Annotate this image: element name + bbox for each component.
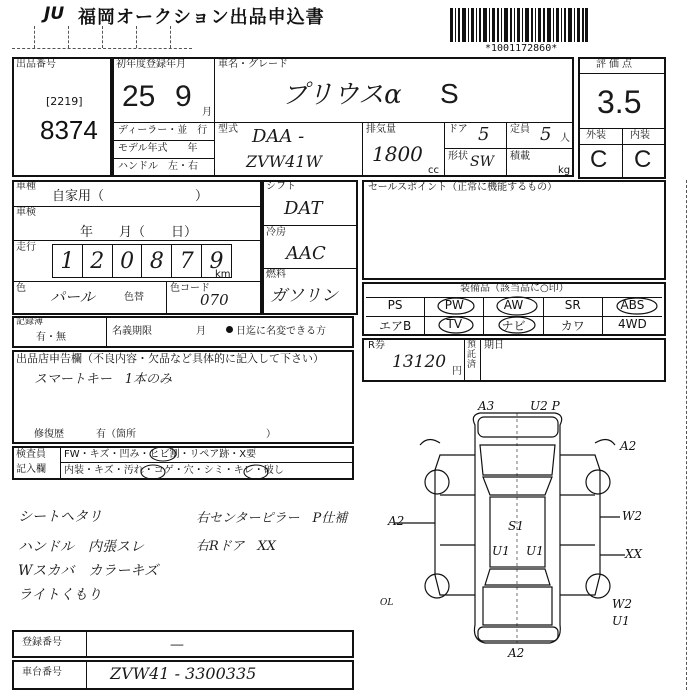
inspector-notes-area <box>12 482 362 622</box>
diagram-mark: S1 <box>508 519 524 533</box>
seller-notes-text: スマートキー 1本のみ <box>34 372 173 387</box>
divider <box>12 281 262 282</box>
color-code-value: 070 <box>200 291 229 309</box>
equipment-item: SR <box>544 297 603 316</box>
car-grade: S <box>440 78 459 109</box>
chassis-value: ZVW41 - 3300335 <box>110 664 257 683</box>
capacity-value: 5 <box>540 124 552 145</box>
handle-option: ハンドル 左・右 <box>118 161 198 172</box>
mileage-digits <box>52 244 232 278</box>
equipment-item: ABS <box>603 297 662 316</box>
door-label: ドア <box>448 124 468 135</box>
mileage-digit: 2 <box>83 245 113 277</box>
inspector-row-2: 内装・キズ・汚れ・コゲ・穴・シミ・キレ・破し <box>64 465 284 476</box>
equipment-label: 装備品（該当品に○印） <box>460 283 569 294</box>
color-value: パール <box>50 288 95 306</box>
sales-box <box>362 180 666 280</box>
divider <box>362 122 363 177</box>
shape-label: 形状 <box>448 151 468 162</box>
divider <box>112 140 214 141</box>
seller-notes-label: 出品店申告欄（不良内容・欠品など具体的に記入して下さい） <box>16 352 324 365</box>
mileage-digit: 7 <box>172 245 202 277</box>
divider <box>12 240 262 241</box>
equipment-item: PW <box>425 297 484 316</box>
diagram-mark: A2 <box>388 514 405 528</box>
score-label: 評価点 <box>596 59 635 70</box>
entry-bracket: [2219] <box>46 95 83 108</box>
inspector-note-left: ハンドル 内張スレ <box>18 539 144 555</box>
divider <box>578 144 666 145</box>
diagram-mark: U2 P <box>530 399 560 413</box>
sales-label: セールスポイント（正常に機能するもの） <box>368 182 558 193</box>
recycle-unit: 円 <box>452 366 462 377</box>
door-value: 5 <box>478 124 490 145</box>
car-diagram <box>380 395 670 665</box>
type-line1: DAA - <box>252 126 305 147</box>
exterior-grade: C <box>590 146 608 173</box>
ac-label: 冷房 <box>266 227 286 238</box>
diagram-mark: W2 <box>612 597 632 611</box>
equipment-item: TV <box>425 316 484 335</box>
diagram-mark: W2 <box>622 509 642 523</box>
recycle-value: 13120 <box>392 352 447 372</box>
equipment-item: ナビ <box>484 316 543 335</box>
loading-label: 積載 <box>510 151 530 162</box>
color-change: 色替 <box>124 292 144 303</box>
inspector-circles <box>12 446 354 480</box>
record-label: 記録簿 <box>16 317 44 327</box>
mileage-digit: 8 <box>142 245 172 277</box>
edge-line <box>686 180 687 690</box>
inspector-note-left: ライトくもり <box>18 587 102 603</box>
divider <box>86 630 87 658</box>
repair-label: 修復歴 <box>34 429 64 440</box>
inspection-label: 車検 <box>16 207 36 218</box>
warranty-label: 名義期限 <box>112 326 152 337</box>
model-year-option: モデル年式 年 <box>118 143 198 154</box>
equipment-item: 4WD <box>603 316 662 335</box>
divider <box>444 122 445 177</box>
divider <box>622 128 623 179</box>
shift-value: DAT <box>284 198 323 219</box>
loading-unit: kg <box>558 165 571 176</box>
fuel-value: ガソリン <box>270 286 338 306</box>
type-line2: ZVW41W <box>246 152 322 171</box>
fuel-label: 燃料 <box>266 269 286 280</box>
equipment-circles <box>362 282 666 336</box>
divider <box>214 57 215 177</box>
inspector-label-2: 記入欄 <box>16 464 46 475</box>
inspector-note-right: 右センターピラー P仕補 <box>196 511 348 526</box>
inspector-row-1: FW・キズ・凹み・ヒビ割・リペア跡・X要 <box>64 449 257 460</box>
inspection-value: 年 月（ 日） <box>80 225 198 240</box>
capacity-unit: 人 <box>560 133 570 144</box>
divider <box>480 338 481 382</box>
entry-number-label: 出品番号 <box>16 59 56 70</box>
mileage-digit: 9 <box>209 249 224 274</box>
car-name: プリウスα <box>282 80 402 110</box>
score-value: 3.5 <box>597 84 642 120</box>
diagram-mark: A3 <box>478 399 495 413</box>
divider <box>262 225 358 226</box>
inspector-note-right: 右Rドア XX <box>196 539 276 554</box>
equipment-item: PS <box>366 297 425 316</box>
capacity-label: 定員 <box>510 124 530 135</box>
divider <box>464 338 465 382</box>
year-value: 25 <box>122 80 156 113</box>
inspector-note-left: シートヘタリ <box>18 509 102 525</box>
barcode <box>450 8 588 44</box>
equipment-item: カワ <box>544 316 603 335</box>
warranty-note: 日迄に名変できる方 <box>236 326 326 337</box>
month-value: 9 <box>175 80 192 113</box>
chassis-label: 車台番号 <box>22 667 62 678</box>
logo: JU <box>44 4 65 24</box>
mileage-digit: 0 <box>113 245 143 277</box>
cc-unit: cc <box>428 165 439 176</box>
form-title: 福岡オークション出品申込書 <box>78 7 325 28</box>
exterior-label: 外装 <box>586 130 606 141</box>
diagram-mark: U1 <box>492 544 510 558</box>
diagram-mark: U1 <box>612 614 630 628</box>
shift-label: シフト <box>266 181 296 192</box>
divider <box>166 281 167 315</box>
divider <box>86 660 87 690</box>
expiry-label: 期日 <box>484 340 504 351</box>
registration-value: — <box>170 637 184 653</box>
diagram-mark: OL <box>380 598 394 608</box>
dealer-option: ディーラー・並 行 <box>118 125 208 136</box>
divider <box>214 122 574 123</box>
mileage-digit: 1 <box>53 245 83 277</box>
barcode-number: *1001172860* <box>485 43 558 54</box>
usage-label: 車種 <box>16 181 36 192</box>
car-name-label: 車名・グレード <box>218 59 288 70</box>
diagram-mark: A2 <box>620 439 637 453</box>
mileage-label: 走行 <box>16 242 36 253</box>
divider <box>444 148 574 149</box>
registration-label: 登録番号 <box>22 637 62 648</box>
divider <box>106 316 107 348</box>
diagram-mark: U1 <box>526 544 544 558</box>
diagram-mark: A2 <box>508 646 525 660</box>
recycle-label: R券 <box>368 340 385 351</box>
equipment-item: AW <box>484 297 543 316</box>
divider <box>112 158 214 159</box>
color-code-label: 色コード <box>170 283 210 294</box>
deposit-label: 預託済 <box>467 340 477 370</box>
divider <box>578 73 666 74</box>
inspector-label-1: 検査員 <box>16 449 46 460</box>
cc-label: 排気量 <box>366 124 396 135</box>
warranty-month: 月 <box>196 326 206 337</box>
inspector-note-left: Wスカバ カラーキズ <box>18 563 159 579</box>
usage-value: 自家用（ ） <box>52 189 209 204</box>
shape-value: SW <box>470 154 494 170</box>
divider <box>112 122 214 123</box>
divider <box>12 206 262 207</box>
year-label: 初年度登録年月 <box>116 59 186 70</box>
equipment-item: エアB <box>366 316 425 335</box>
mileage-unit: km <box>215 269 231 280</box>
interior-label: 内装 <box>630 130 650 141</box>
entry-number: 8374 <box>40 115 98 145</box>
color-label: 色 <box>16 283 26 294</box>
month-unit: 月 <box>202 107 212 118</box>
mark-dot <box>226 326 233 333</box>
divider <box>506 122 507 177</box>
cc-value: 1800 <box>372 142 423 166</box>
repair-value: 有（箇所 ） <box>96 429 276 440</box>
interior-grade: C <box>634 146 652 173</box>
vehicle-info-box <box>112 57 574 177</box>
type-label: 型式 <box>218 124 238 135</box>
record-options: 有・無 <box>36 332 66 343</box>
ac-value: AAC <box>286 243 326 264</box>
diagram-mark: XX <box>625 547 643 561</box>
dashed-grid-lines <box>12 26 192 50</box>
